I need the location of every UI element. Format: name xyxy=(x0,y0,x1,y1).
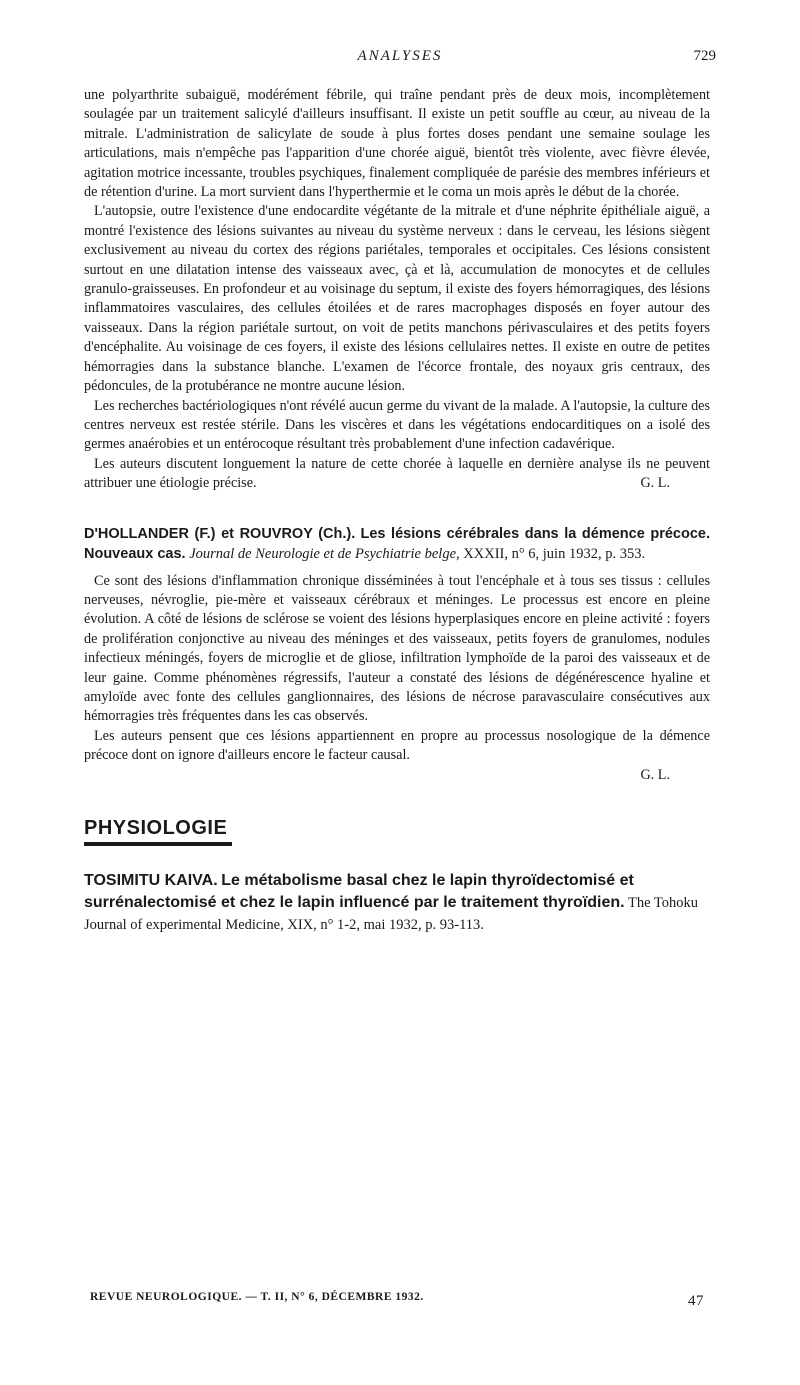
paragraph-text: Les auteurs discutent longuement la nature de cette chorée à laquelle en dernière analyse ils ne peuvent attribuer une étiologie précise. xyxy=(84,455,710,492)
author-signature: G. L. xyxy=(640,475,670,492)
page-header xyxy=(84,48,716,72)
footer-sheet-number: 47 xyxy=(688,1293,704,1309)
reference-journal: Journal de Neurologie et de Psychiatrie belge, xyxy=(189,545,460,562)
section-heading xyxy=(84,817,232,846)
paragraph: Les auteurs pensent que ces lésions appartiennent en propre au processus nosologique de la démence précoce dont on ignore d'ailleurs encore le facteur causal. xyxy=(84,727,710,764)
reference-authors: TOSIMITU KAIVA. xyxy=(84,872,218,889)
author-signature: G. L. xyxy=(640,766,670,783)
reference-journal: The Tohoku Journal of experimental Medicine, xyxy=(84,895,698,933)
footer-journal-info: REVUE NEUROLOGIQUE. — T. II, N° 6, DÉCEMBRE 1932. xyxy=(90,1291,424,1303)
reference-citation: XXXII, n° 6, juin 1932, p. 353. xyxy=(463,545,646,562)
reference-entry xyxy=(84,524,710,564)
paragraph: Les recherches bactériologiques n'ont révélé aucun germe du vivant de la malade. A l'autopsie, la culture des centres nerveux est restée stérile. Dans les viscères et dans les végétations endocarditiques on a isolé des germes anaérobies et un entérocoque résultant très probablement d'une infection cadavérique. xyxy=(84,397,710,453)
paragraph: une polyarthrite subaiguë, modérément fébrile, qui traîne pendant près de deux mois, incomplètement soulagée par un traitement salicylé d'ailleurs insuffisant. Il existe un petit souffle au cœur, au niveau de la mitrale. L'administration de salicylate de soude à plus fortes doses pendant une semaine soulage les articulations, mais n'empêche pas l'apparition d'une chorée aiguë, bientôt très violente, avec fièvre élevée, agitation motrice incessante, troubles psychiques, finalement compliquée de parésie des membres inférieurs et de rétention d'urine. La mort survient dans l'hyperthermie et le coma un mois après le début de la chorée. xyxy=(84,87,710,201)
page-number: 729 xyxy=(693,48,716,64)
reference-title: Le métabolisme basal chez le lapin thyroïdectomisé et surrénalectomisé et chez le lapin influencé par le traitement thyroïdien. xyxy=(84,872,634,911)
paragraph xyxy=(84,455,710,494)
paragraph: Ce sont des lésions d'inflammation chronique disséminées à tout l'encéphale et à tous ses tissus : cellules nerveuses, névroglie, pie-mère et vaisseaux cérébraux et méninges. Le processus est encore en pleine évolution. A côté de lésions de sclérose se voient des lésions hyperplasiques encore en pleine activité : foyers de prolifération conjonctive au niveau des méninges et des vaisseaux, petits foyers de granulomes, nodules infectieux méningés, foyers de microglie et de gliose, infiltration lymphoïde de la paroi des vaisseaux et de leur gaine. Comme phénomènes régressifs, l'auteur a constaté des lésions de dégénérescence hyaline et amyloïde avec fonte des cellules ganglionnaires, des lésions de nécrose paravasculaire consécutives aux hémorragies très fréquentes dans les cas observés. xyxy=(84,572,710,725)
reference-authors: D'HOLLANDER (F.) et ROUVROY (Ch.). xyxy=(84,525,356,542)
page-footer xyxy=(90,1291,704,1311)
section-underline xyxy=(84,842,232,846)
reference-citation: XIX, n° 1-2, mai 1932, p. 93-113. xyxy=(287,917,484,933)
paragraph: L'autopsie, outre l'existence d'une endocardite végétante de la mitrale et d'une néphrite épithéliale aiguë, a montré l'existence des lésions suivantes au niveau du système nerveux : dans le cerveau, les lésions siègent exclusivement au niveau du cortex des régions pariétales, temporales et occipitales. Ces lésions consistent surtout en une dilatation intense des vaisseaux avec, çà et là, accumulation de monocytes et de cellules granulo-graisseuses. En profondeur et au voisinage du septum, il existe des foyers hémorragiques, des lésions inflammatoires vasculaires, des cellules étoilées et de rares macrophages disposés en foyer autour des vaisseaux. Dans la région pariétale surtout, on voit de petits manchons périvasculaires et des petits foyers d'encéphalite. Au voisinage de ces foyers, il existe des lésions cellulaires nettes. Il existe en outre de petites hémorragies dans la substance blanche. L'examen de l'écorce frontale, des noyaux gris centraux, des pédoncules, de la protubérance ne montre aucune lésion. xyxy=(84,203,710,395)
reference-title: Les lésions cérébrales dans la démence précoce. Nouveaux cas. xyxy=(84,525,711,562)
page-body xyxy=(84,86,710,936)
reference-entry xyxy=(84,870,710,936)
running-title: ANALYSES xyxy=(357,48,443,64)
section-heading-text: PHYSIOLOGIE xyxy=(84,817,228,839)
